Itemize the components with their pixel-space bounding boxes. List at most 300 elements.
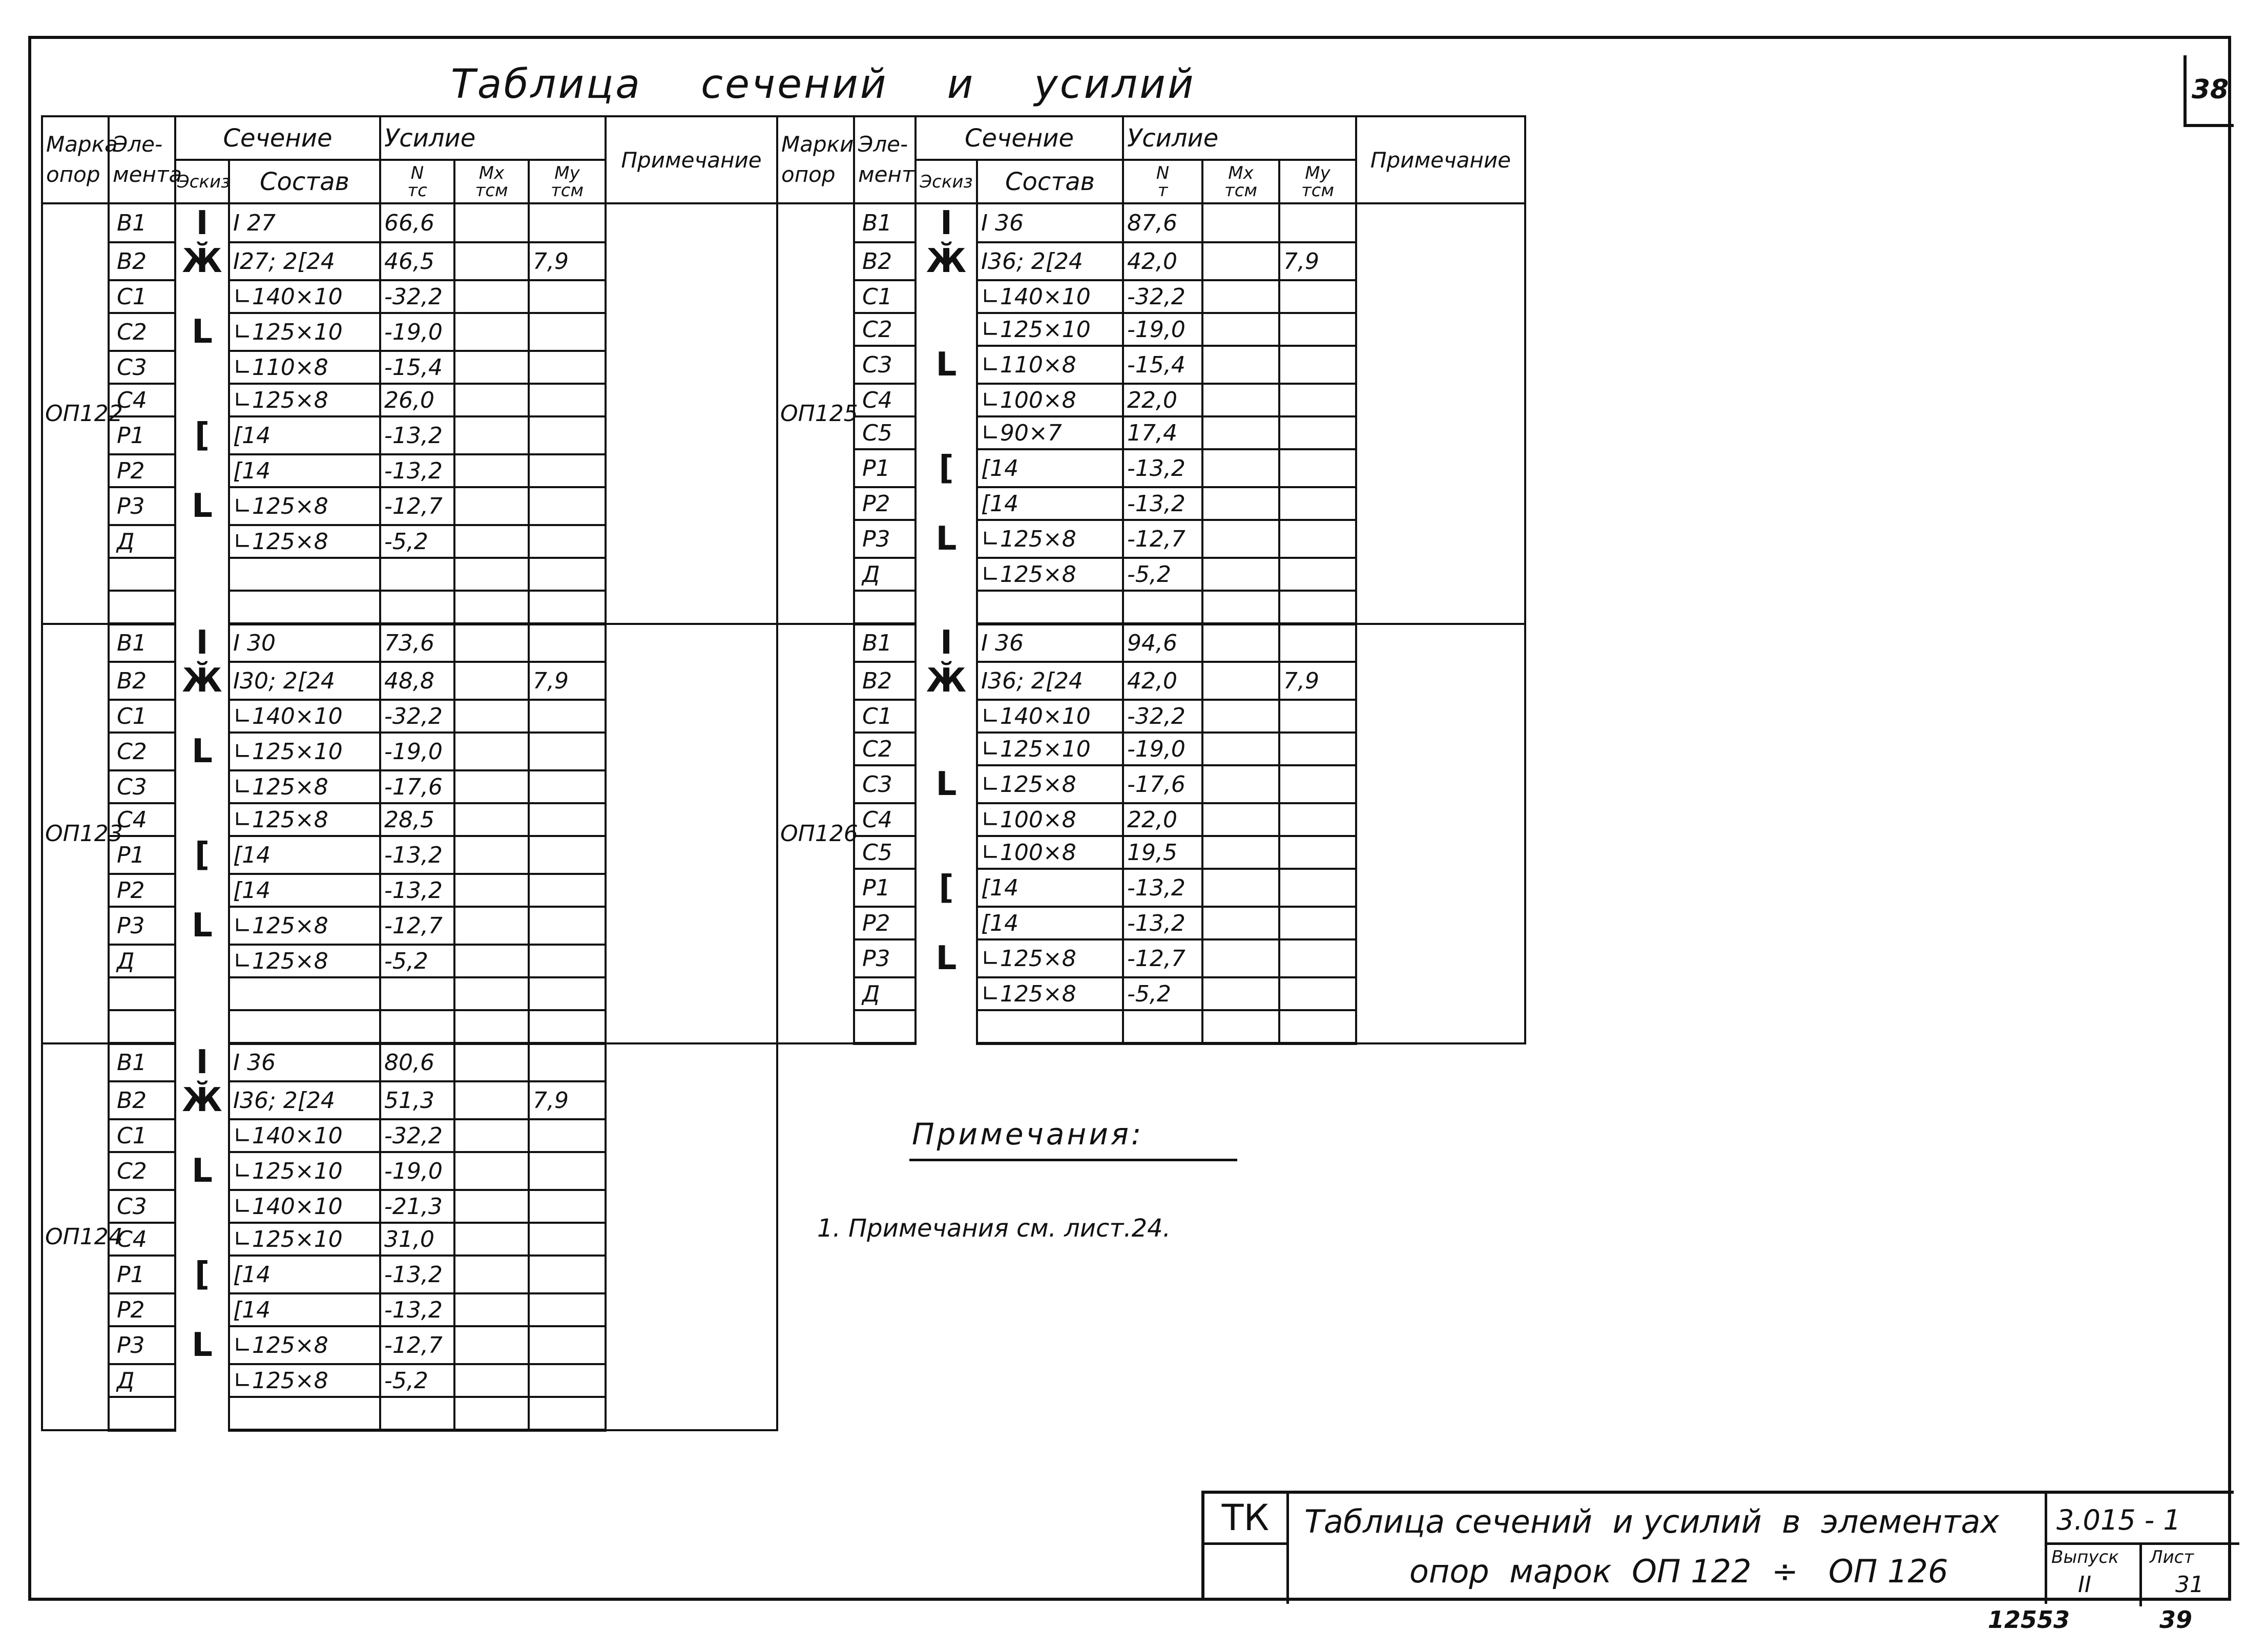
table-row: [42, 624, 777, 662]
moment-mx: [454, 1119, 529, 1152]
header-marka-line-1: Марка: [46, 132, 118, 157]
moment-mx: [454, 454, 529, 487]
header-element-line-1: Эле-: [113, 132, 163, 157]
section-sketch-icon: [175, 1119, 229, 1152]
note-cell: [1356, 624, 1525, 1043]
section-sketch-icon: [175, 1364, 229, 1397]
moment-my: [529, 1119, 606, 1152]
section-composition: ∟125×10: [229, 1223, 380, 1256]
section-composition: [229, 977, 380, 1010]
header-element-line-2: мента: [113, 162, 182, 187]
force-n: 51,3: [380, 1081, 454, 1119]
element-code: [854, 591, 916, 624]
section-composition: I 36: [977, 203, 1123, 242]
moment-my: [529, 1152, 606, 1190]
section-sketch-icon: L: [175, 733, 229, 770]
section-composition: [229, 558, 380, 591]
element-code: Р2: [854, 907, 916, 939]
footer-archive-number: 12553: [1988, 1606, 2070, 1634]
moment-mx: [1202, 558, 1279, 591]
header-section: Сечение: [175, 116, 380, 160]
moment-my: [1279, 203, 1356, 242]
footer-page-number: 39: [2159, 1606, 2193, 1634]
section-sketch-icon: [916, 733, 977, 765]
force-n: -15,4: [1123, 346, 1202, 384]
moment-my: [529, 558, 606, 591]
force-n: -17,6: [380, 770, 454, 803]
moment-mx: [1202, 203, 1279, 242]
section-sketch-icon: Ӂ: [175, 1081, 229, 1119]
force-n: 28,5: [380, 803, 454, 836]
moment-my: [529, 454, 606, 487]
header-note: Примечание: [1356, 116, 1525, 203]
header-mx-unit: тсм: [1224, 180, 1258, 201]
moment-mx: [454, 313, 529, 351]
title-block-empty-cell: [1204, 1545, 1289, 1604]
section-composition: [14: [977, 907, 1123, 939]
header-marka: [777, 116, 854, 203]
moment-my: [1279, 487, 1356, 520]
element-code: Д: [854, 977, 916, 1010]
moment-my: [529, 1010, 606, 1043]
section-sketch-icon: L: [916, 346, 977, 384]
section-composition: ∟100×8: [977, 384, 1123, 416]
section-composition: ∟100×8: [977, 836, 1123, 869]
moment-my: [1279, 558, 1356, 591]
element-code: В1: [854, 203, 916, 242]
moment-mx: [454, 733, 529, 770]
force-n: -13,2: [380, 454, 454, 487]
moment-mx: [454, 558, 529, 591]
section-sketch-icon: [916, 803, 977, 836]
moment-my: [529, 945, 606, 977]
force-n: -19,0: [1123, 733, 1202, 765]
force-n: -15,4: [380, 351, 454, 384]
section-composition: ∟125×8: [229, 945, 380, 977]
header-mx: [454, 160, 529, 203]
moment-mx: [454, 384, 529, 416]
element-code: С2: [854, 733, 916, 765]
moment-mx: [1202, 449, 1279, 487]
force-n: -13,2: [380, 1293, 454, 1326]
section-composition: ∟140×10: [229, 1119, 380, 1152]
force-n: -19,0: [380, 313, 454, 351]
section-composition: ∟125×10: [229, 313, 380, 351]
section-sketch-icon: Ӂ: [916, 242, 977, 280]
section-composition: I27; 2[24: [229, 242, 380, 280]
header-note: Примечание: [606, 116, 777, 203]
section-composition: [229, 1397, 380, 1430]
moment-my: [1279, 624, 1356, 662]
header-mx-symbol: Mx: [479, 162, 505, 183]
force-n: -13,2: [380, 874, 454, 907]
force-n: -17,6: [1123, 765, 1202, 803]
section-composition: [14: [229, 454, 380, 487]
section-composition: I 27: [229, 203, 380, 242]
header-my-unit: тсм: [550, 180, 584, 201]
section-sketch-icon: [: [175, 1256, 229, 1293]
section-composition: ∟140×10: [229, 280, 380, 313]
header-my-symbol: My: [554, 162, 580, 183]
element-code: С4: [109, 1223, 175, 1256]
header-composition: Состав: [977, 160, 1123, 203]
section-composition: [14: [229, 1256, 380, 1293]
moment-my: [529, 907, 606, 945]
force-n: -13,2: [1123, 487, 1202, 520]
element-code: Р1: [109, 416, 175, 454]
sections-forces-table-left: [41, 115, 778, 1432]
element-code: С4: [109, 803, 175, 836]
section-sketch-icon: [175, 525, 229, 558]
moment-my: [1279, 836, 1356, 869]
moment-my: [529, 1256, 606, 1293]
note-cell: [606, 1043, 777, 1430]
support-mark: ОП122: [42, 203, 109, 624]
header-marka-line-2: опор: [781, 162, 836, 187]
moment-my: 7,9: [1279, 242, 1356, 280]
moment-my: 7,9: [529, 1081, 606, 1119]
section-sketch-icon: [: [916, 449, 977, 487]
section-composition: [229, 1010, 380, 1043]
element-code: С2: [109, 313, 175, 351]
element-code: С5: [854, 836, 916, 869]
section-sketch-icon: [916, 487, 977, 520]
element-code: С1: [854, 280, 916, 313]
moment-mx: [454, 977, 529, 1010]
section-composition: ∟125×8: [977, 520, 1123, 558]
element-code: С4: [854, 803, 916, 836]
moment-mx: [454, 1190, 529, 1223]
header-sketch: Эскиз: [175, 160, 229, 203]
header-row-1: [777, 116, 1525, 160]
moment-my: [1279, 803, 1356, 836]
note-cell: [606, 203, 777, 624]
note-cell: [606, 624, 777, 1043]
moment-mx: [454, 351, 529, 384]
moment-my: [1279, 313, 1356, 346]
section-composition: ∟125×8: [977, 939, 1123, 977]
force-n: [380, 1397, 454, 1430]
element-code: С1: [109, 700, 175, 733]
moment-mx: [1202, 591, 1279, 624]
support-mark: ОП125: [777, 203, 854, 624]
header-element-line-2: мент: [858, 162, 914, 187]
section-sketch-icon: [175, 1010, 229, 1043]
moment-mx: [1202, 803, 1279, 836]
moment-my: [1279, 733, 1356, 765]
force-n: [1123, 1010, 1202, 1043]
force-n: 42,0: [1123, 662, 1202, 700]
section-sketch-icon: [175, 770, 229, 803]
moment-mx: [1202, 520, 1279, 558]
moment-my: [529, 700, 606, 733]
section-composition: [14: [229, 416, 380, 454]
header-my: [529, 160, 606, 203]
element-code: С1: [854, 700, 916, 733]
element-code: С2: [109, 733, 175, 770]
force-n: 80,6: [380, 1043, 454, 1081]
force-n: -13,2: [380, 836, 454, 874]
header-section: Сечение: [916, 116, 1123, 160]
section-composition: ∟125×8: [229, 803, 380, 836]
section-sketch-icon: I: [175, 1043, 229, 1081]
force-n: -13,2: [1123, 907, 1202, 939]
force-n: 26,0: [380, 384, 454, 416]
force-n: 73,6: [380, 624, 454, 662]
moment-my: [529, 280, 606, 313]
section-sketch-icon: [175, 384, 229, 416]
force-n: -12,7: [1123, 520, 1202, 558]
section-composition: ∟140×10: [977, 280, 1123, 313]
force-n: -13,2: [380, 1256, 454, 1293]
document-code: 3.015 - 1: [2056, 1504, 2181, 1536]
element-code: [854, 1010, 916, 1043]
moment-my: [529, 1223, 606, 1256]
moment-my: [529, 1397, 606, 1430]
section-sketch-icon: [916, 836, 977, 869]
force-n: -5,2: [380, 1364, 454, 1397]
moment-my: [1279, 280, 1356, 313]
moment-mx: [454, 1293, 529, 1326]
moment-my: [529, 1043, 606, 1081]
section-composition: I36; 2[24: [977, 662, 1123, 700]
moment-my: [1279, 384, 1356, 416]
force-n: [380, 558, 454, 591]
force-n: -13,2: [380, 416, 454, 454]
moment-mx: [454, 1010, 529, 1043]
moment-mx: [1202, 384, 1279, 416]
moment-my: [529, 1326, 606, 1364]
title-block: [1201, 1491, 2234, 1601]
element-code: Р2: [109, 454, 175, 487]
header-n: [380, 160, 454, 203]
element-code: С2: [109, 1152, 175, 1190]
header-n-unit: т: [1157, 180, 1168, 201]
element-code: В2: [854, 662, 916, 700]
header-force: Усилие: [1123, 116, 1356, 160]
section-composition: ∟125×8: [229, 525, 380, 558]
section-composition: I36; 2[24: [229, 1081, 380, 1119]
element-code: Р2: [109, 1293, 175, 1326]
element-code: С3: [109, 351, 175, 384]
moment-my: [529, 1293, 606, 1326]
moment-mx: [454, 700, 529, 733]
header-element-line-1: Эле-: [858, 132, 908, 157]
element-code: Д: [854, 558, 916, 591]
moment-mx: [1202, 487, 1279, 520]
moment-my: [529, 384, 606, 416]
element-code: Р2: [109, 874, 175, 907]
force-n: -32,2: [1123, 280, 1202, 313]
element-code: [109, 1397, 175, 1430]
header-my: [1279, 160, 1356, 203]
moment-mx: [1202, 242, 1279, 280]
force-n: 17,4: [1123, 416, 1202, 449]
moment-mx: [454, 416, 529, 454]
moment-my: [1279, 907, 1356, 939]
header-marka-line-2: опор: [46, 162, 100, 187]
issue-value: II: [2078, 1572, 2091, 1598]
moment-mx: [1202, 869, 1279, 907]
header-n-unit: тс: [407, 180, 427, 201]
section-composition: [14: [977, 449, 1123, 487]
element-code: Р3: [854, 939, 916, 977]
issue-sheet-box: [2047, 1542, 2239, 1606]
section-sketch-icon: [: [175, 416, 229, 454]
title-block-tk: ТК: [1204, 1494, 1289, 1545]
section-sketch-icon: I: [916, 203, 977, 242]
section-sketch-icon: [916, 313, 977, 346]
element-code: Р3: [109, 1326, 175, 1364]
section-sketch-icon: Ӂ: [175, 662, 229, 700]
table-row: [42, 1043, 777, 1081]
section-sketch-icon: L: [175, 907, 229, 945]
header-composition: Состав: [229, 160, 380, 203]
section-composition: ∟125×8: [229, 770, 380, 803]
section-sketch-icon: [916, 907, 977, 939]
section-sketch-icon: [175, 1397, 229, 1430]
force-n: -13,2: [1123, 869, 1202, 907]
section-sketch-icon: [175, 591, 229, 624]
section-composition: [14: [977, 487, 1123, 520]
moment-my: [529, 1190, 606, 1223]
section-composition: ∟125×8: [229, 1326, 380, 1364]
moment-mx: [454, 203, 529, 242]
moment-my: [529, 1364, 606, 1397]
moment-my: [529, 351, 606, 384]
moment-mx: [1202, 765, 1279, 803]
element-code: С3: [854, 346, 916, 384]
element-code: Р1: [854, 869, 916, 907]
moment-mx: [454, 770, 529, 803]
title-block-line-2: опор марок ОП 122 ÷ ОП 126: [1409, 1553, 1948, 1590]
force-n: 48,8: [380, 662, 454, 700]
force-n: -32,2: [380, 1119, 454, 1152]
section-composition: ∟140×10: [977, 700, 1123, 733]
moment-my: 7,9: [529, 242, 606, 280]
section-composition: ∟125×8: [229, 1364, 380, 1397]
force-n: -32,2: [1123, 700, 1202, 733]
moment-mx: [1202, 836, 1279, 869]
element-code: С2: [854, 313, 916, 346]
section-composition: ∟140×10: [229, 700, 380, 733]
section-sketch-icon: L: [175, 487, 229, 525]
section-composition: I36; 2[24: [977, 242, 1123, 280]
header-mx-unit: тсм: [475, 180, 508, 201]
moment-my: [1279, 416, 1356, 449]
section-sketch-icon: [: [175, 836, 229, 874]
force-n: 94,6: [1123, 624, 1202, 662]
moment-mx: [454, 874, 529, 907]
element-code: С1: [109, 280, 175, 313]
header-marka: [42, 116, 118, 203]
force-n: [380, 591, 454, 624]
element-code: [109, 558, 175, 591]
force-n: -12,7: [380, 1326, 454, 1364]
header-mx-symbol: Mx: [1228, 162, 1254, 183]
section-composition: ∟140×10: [229, 1190, 380, 1223]
force-n: 19,5: [1123, 836, 1202, 869]
force-n: -5,2: [380, 525, 454, 558]
header-n-symbol: N: [1156, 162, 1170, 183]
section-composition: ∟125×10: [977, 733, 1123, 765]
section-sketch-icon: [916, 977, 977, 1010]
moment-my: [529, 203, 606, 242]
section-composition: I30; 2[24: [229, 662, 380, 700]
moment-my: [529, 977, 606, 1010]
moment-mx: [454, 836, 529, 874]
force-n: 22,0: [1123, 384, 1202, 416]
force-n: -5,2: [380, 945, 454, 977]
header-element: [109, 116, 182, 203]
element-code: Р3: [109, 487, 175, 525]
moment-mx: [1202, 313, 1279, 346]
section-sketch-icon: [916, 591, 977, 624]
section-sketch-icon: I: [916, 624, 977, 662]
moment-mx: [1202, 416, 1279, 449]
element-code: Р3: [854, 520, 916, 558]
section-sketch-icon: [175, 945, 229, 977]
force-n: -12,7: [380, 907, 454, 945]
section-composition: ∟90×7: [977, 416, 1123, 449]
moment-mx: [454, 1397, 529, 1430]
element-code: С3: [109, 1190, 175, 1223]
support-mark: ОП123: [42, 624, 109, 1043]
moment-mx: [1202, 977, 1279, 1010]
section-composition: ∟125×10: [229, 1152, 380, 1190]
force-n: 87,6: [1123, 203, 1202, 242]
moment-mx: [454, 662, 529, 700]
section-sketch-icon: [175, 977, 229, 1010]
moment-mx: [454, 1043, 529, 1081]
element-code: В1: [109, 203, 175, 242]
issue-label: Выпуск: [2051, 1547, 2119, 1567]
moment-mx: [454, 803, 529, 836]
element-code: В2: [854, 242, 916, 280]
force-n: -12,7: [1123, 939, 1202, 977]
moment-my: [529, 313, 606, 351]
table-title: Таблица сечений и усилий: [451, 61, 1196, 108]
section-composition: ∟100×8: [977, 803, 1123, 836]
section-composition: ∟125×8: [229, 384, 380, 416]
element-code: В1: [109, 1043, 175, 1081]
moment-mx: [454, 1081, 529, 1119]
element-code: В1: [854, 624, 916, 662]
section-sketch-icon: [175, 700, 229, 733]
section-sketch-icon: [175, 1223, 229, 1256]
moment-my: [529, 836, 606, 874]
moment-mx: [454, 487, 529, 525]
section-sketch-icon: [175, 874, 229, 907]
moment-mx: [454, 525, 529, 558]
moment-mx: [454, 591, 529, 624]
section-composition: ∟125×10: [229, 733, 380, 770]
element-code: Р2: [854, 487, 916, 520]
section-sketch-icon: [175, 454, 229, 487]
notes-text: 1. Примечания см. лист.24.: [817, 1214, 1171, 1243]
moment-my: [1279, 977, 1356, 1010]
moment-my: [529, 733, 606, 770]
moment-mx: [454, 242, 529, 280]
section-sketch-icon: [916, 384, 977, 416]
element-code: Р1: [109, 1256, 175, 1293]
moment-my: [529, 591, 606, 624]
moment-my: [1279, 765, 1356, 803]
element-code: В1: [109, 624, 175, 662]
element-code: В2: [109, 1081, 175, 1119]
force-n: -21,3: [380, 1190, 454, 1223]
section-composition: [977, 1010, 1123, 1043]
